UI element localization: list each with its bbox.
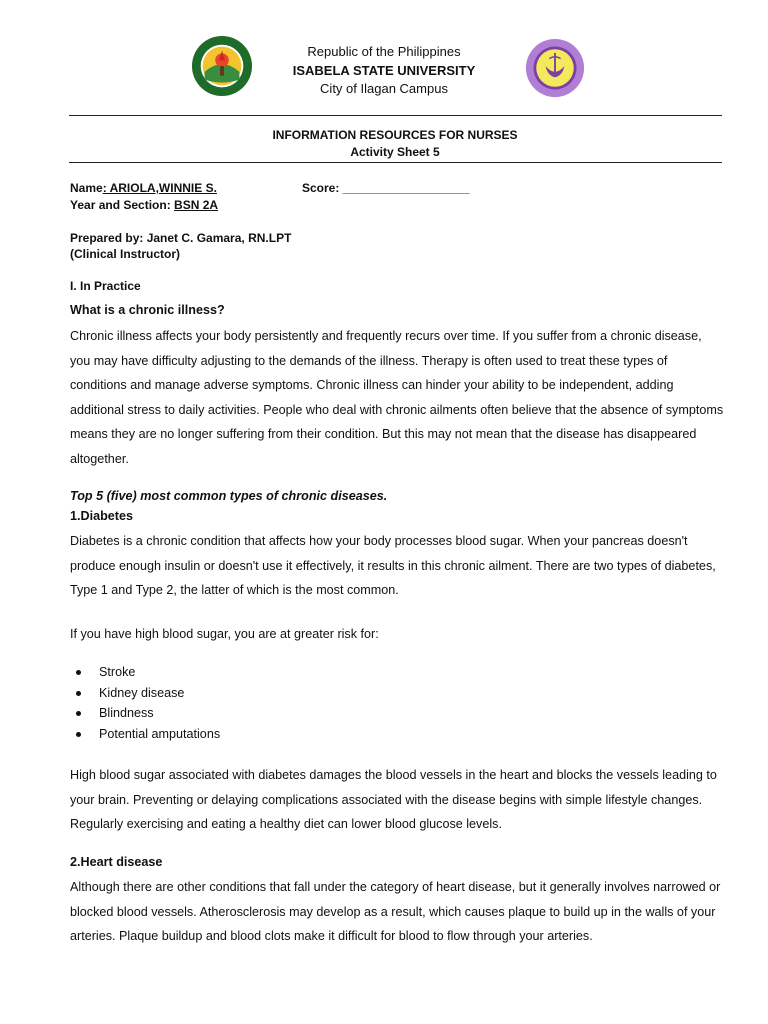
year-section-label: Year and Section: (70, 198, 175, 212)
document-title: INFORMATION RESOURCES FOR NURSES (272, 128, 518, 142)
instructor-role: (Clinical Instructor) (70, 247, 181, 261)
diabetes-heading: 1.Diabetes (70, 509, 133, 523)
list-item-text: Potential amputations (99, 726, 221, 741)
top-five-heading: Top 5 (five) most common types of chronic diseases. (70, 489, 388, 503)
chronic-illness-paragraph: Chronic illness affects your body persistently and frequently recurs over time. If you suffer from a chronic disease, you may have difficulty adjusting to the demands of the illness. Therapy is often used to treat these types of conditions and manage adverse symptoms. Chronic illness can hinder your ability to be independent, adding additional stress to daily activities. People who deal with chronic ailments often believe that the absence of symptoms means they are no longer suffering from their condition. But this may not mean that the disease has disappeared altogether. (70, 329, 724, 466)
score-field: Score: ___________________ (302, 181, 470, 195)
year-section-field (70, 198, 218, 212)
year-section-value: BSN 2A (174, 198, 219, 212)
list-item (70, 662, 220, 683)
list-item (70, 724, 220, 745)
risk-list (70, 662, 220, 744)
list-item-text: Kidney disease (99, 685, 185, 700)
diabetes-paragraph: Diabetes is a chronic condition that affects how your body processes blood sugar. When your pancreas doesn't produce enough insulin or doesn't use it effectively, it results in this chronic ailment. There are two types of diabetes, Type 1 and Type 2, the latter of which is the most common. (70, 534, 716, 598)
name-value: : ARIOLA,WINNIE S. (102, 181, 217, 195)
heart-disease-heading: 2.Heart disease (70, 855, 163, 869)
list-item-text: Stroke (99, 665, 136, 679)
list-item-text: Blindness (99, 706, 154, 721)
list-item (70, 683, 220, 704)
bullet-icon (76, 711, 81, 716)
activity-sheet-label: Activity Sheet 5 (350, 145, 440, 159)
name-label: Name (70, 181, 103, 195)
bullet-icon (76, 732, 81, 737)
risk-intro: If you have high blood sugar, you are at greater risk for: (70, 627, 379, 641)
header-divider (69, 115, 722, 116)
title-divider (69, 162, 722, 163)
question-heading: What is a chronic illness? (70, 303, 225, 317)
heart-disease-paragraph: Although there are other conditions that fall under the category of heart disease, but it generally involves narrowed or blocked blood vessels. Atherosclerosis may develop as a result, which causes plaque to build up in the walls of your arteries. Plaque buildup and blood clots make it difficult for blood to flow through your arteries. (70, 880, 721, 944)
name-field (70, 181, 217, 195)
section-heading: I. In Practice (70, 279, 141, 293)
list-item (70, 703, 220, 724)
republic-line: Republic of the Philippines (307, 44, 461, 59)
blood-sugar-paragraph: High blood sugar associated with diabetes damages the blood vessels in the heart and blocks the vessels leading to your brain. Preventing or delaying complications associated with the disease begins with simple lifestyle changes. Regularly exercising and eating a healthy diet can lower blood glucose levels. (70, 768, 717, 832)
university-name: ISABELA STATE UNIVERSITY (292, 63, 476, 78)
campus-name: City of Ilagan Campus (320, 81, 448, 96)
bullet-icon (76, 691, 81, 696)
prepared-by: Prepared by: Janet C. Gamara, RN.LPT (70, 231, 292, 245)
bullet-icon (76, 670, 81, 675)
